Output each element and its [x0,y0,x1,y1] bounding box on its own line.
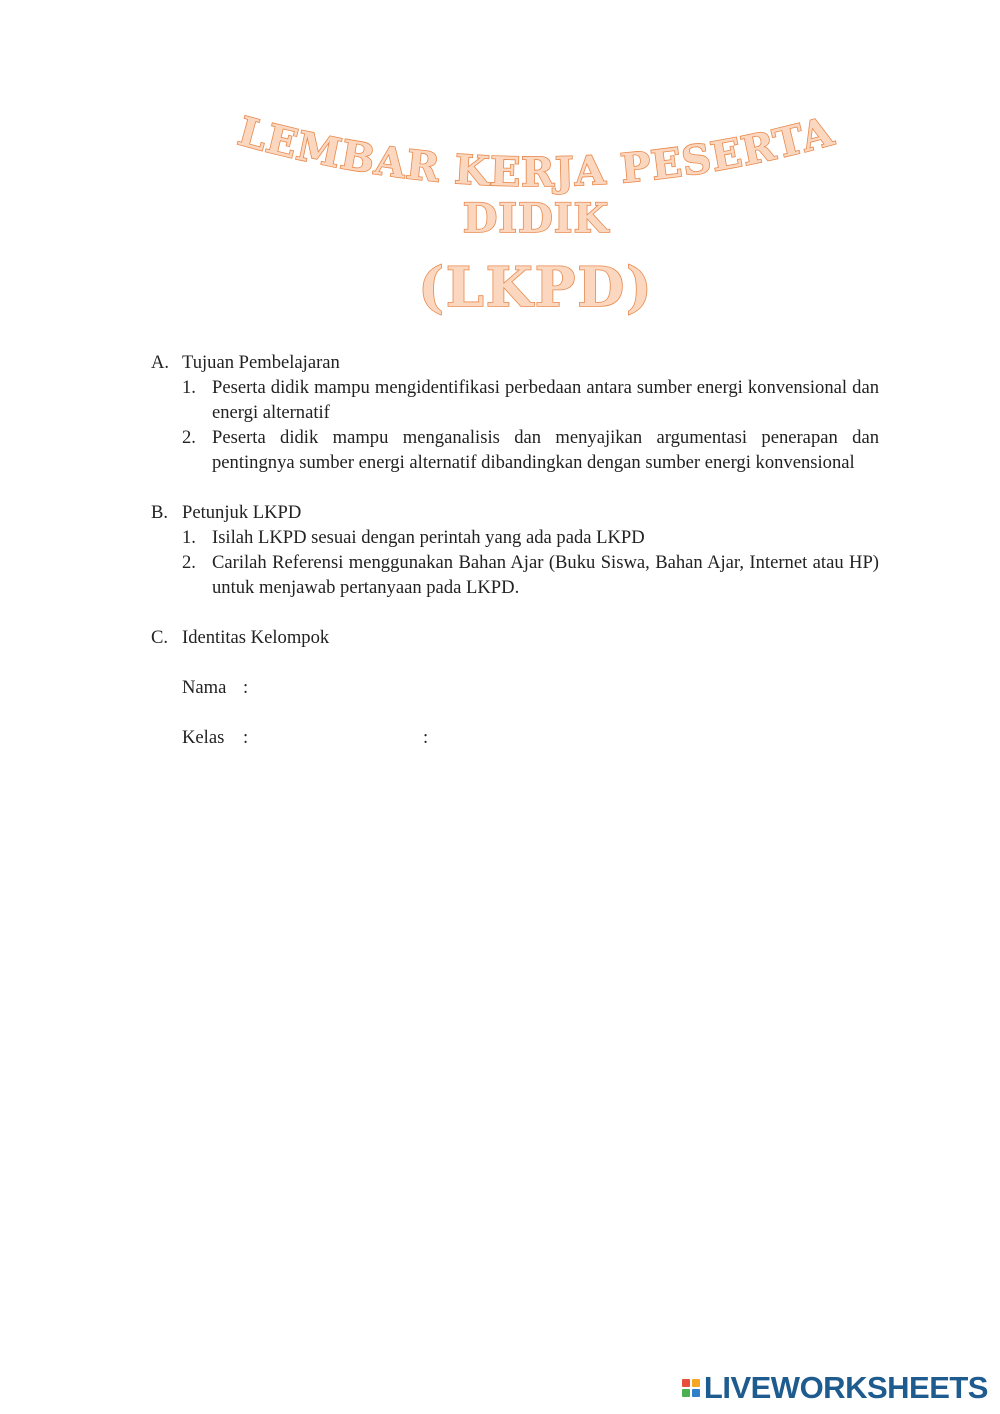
liveworksheets-footer [682,1370,988,1406]
title-line-1: LEMBAR KERJA PESERTA [233,107,839,197]
item-text: Isilah LKPD sesuai dengan perintah yang ada pada LKPD [212,527,645,548]
item-number: 2. [182,427,196,448]
section-tujuan-pembelajaran [151,350,879,475]
list-item [182,375,879,425]
kelas-label: Kelas [182,727,225,748]
item-number: 1. [182,527,196,548]
section-letter: C. [151,627,169,648]
nama-colon: : [243,677,249,698]
item-text: Carilah Referensi menggunakan Bahan Ajar (Buku Siswa, Bahan Ajar, Internet atau HP) untuk menjawab pertanyaan pada LKPD. [212,552,879,598]
instructions-list [182,525,879,600]
logo-square [692,1389,700,1397]
section-letter: A. [151,352,170,373]
nama-field [182,675,879,700]
title-line-2: DIDIK [462,195,610,242]
kelas-field [182,725,879,750]
list-item [182,425,879,475]
section-identitas-kelompok [151,625,879,750]
section-title: Petunjuk LKPD [182,502,302,523]
liveworksheets-logo-icon [682,1379,700,1397]
kelas-colon: : [243,727,249,748]
section-heading [151,625,879,650]
document-body [151,350,879,775]
nama-label: Nama [182,677,227,698]
section-heading [151,500,879,525]
title-line-3: (LKPD) [418,255,654,319]
document-title [0,0,1000,330]
section-title: Tujuan Pembelajaran [182,352,340,373]
liveworksheets-brand: LIVEWORKSHEETS [703,1370,988,1405]
item-number: 2. [182,552,196,573]
list-item [182,550,879,600]
item-text: Peserta didik mampu menganalisis dan menyajikan argumentasi penerapan dan pentingnya sumber energi alternatif dibandingkan dengan sumber energi konvensional [212,427,879,473]
logo-square [682,1389,690,1397]
nama-input[interactable] [253,675,423,700]
item-text: Peserta didik mampu mengidentifikasi perbedaan antara sumber energi konvensional dan energi alternatif [212,377,879,423]
kelas-extra-colon: : [423,727,429,748]
section-petunjuk-lkpd [151,500,879,600]
section-heading [151,350,879,375]
item-number: 1. [182,377,196,398]
section-title: Identitas Kelompok [182,627,330,648]
section-letter: B. [151,502,169,523]
kelas-input[interactable] [253,725,423,750]
objectives-list [182,375,879,475]
logo-square [692,1379,700,1387]
list-item [182,525,879,550]
logo-square [682,1379,690,1387]
